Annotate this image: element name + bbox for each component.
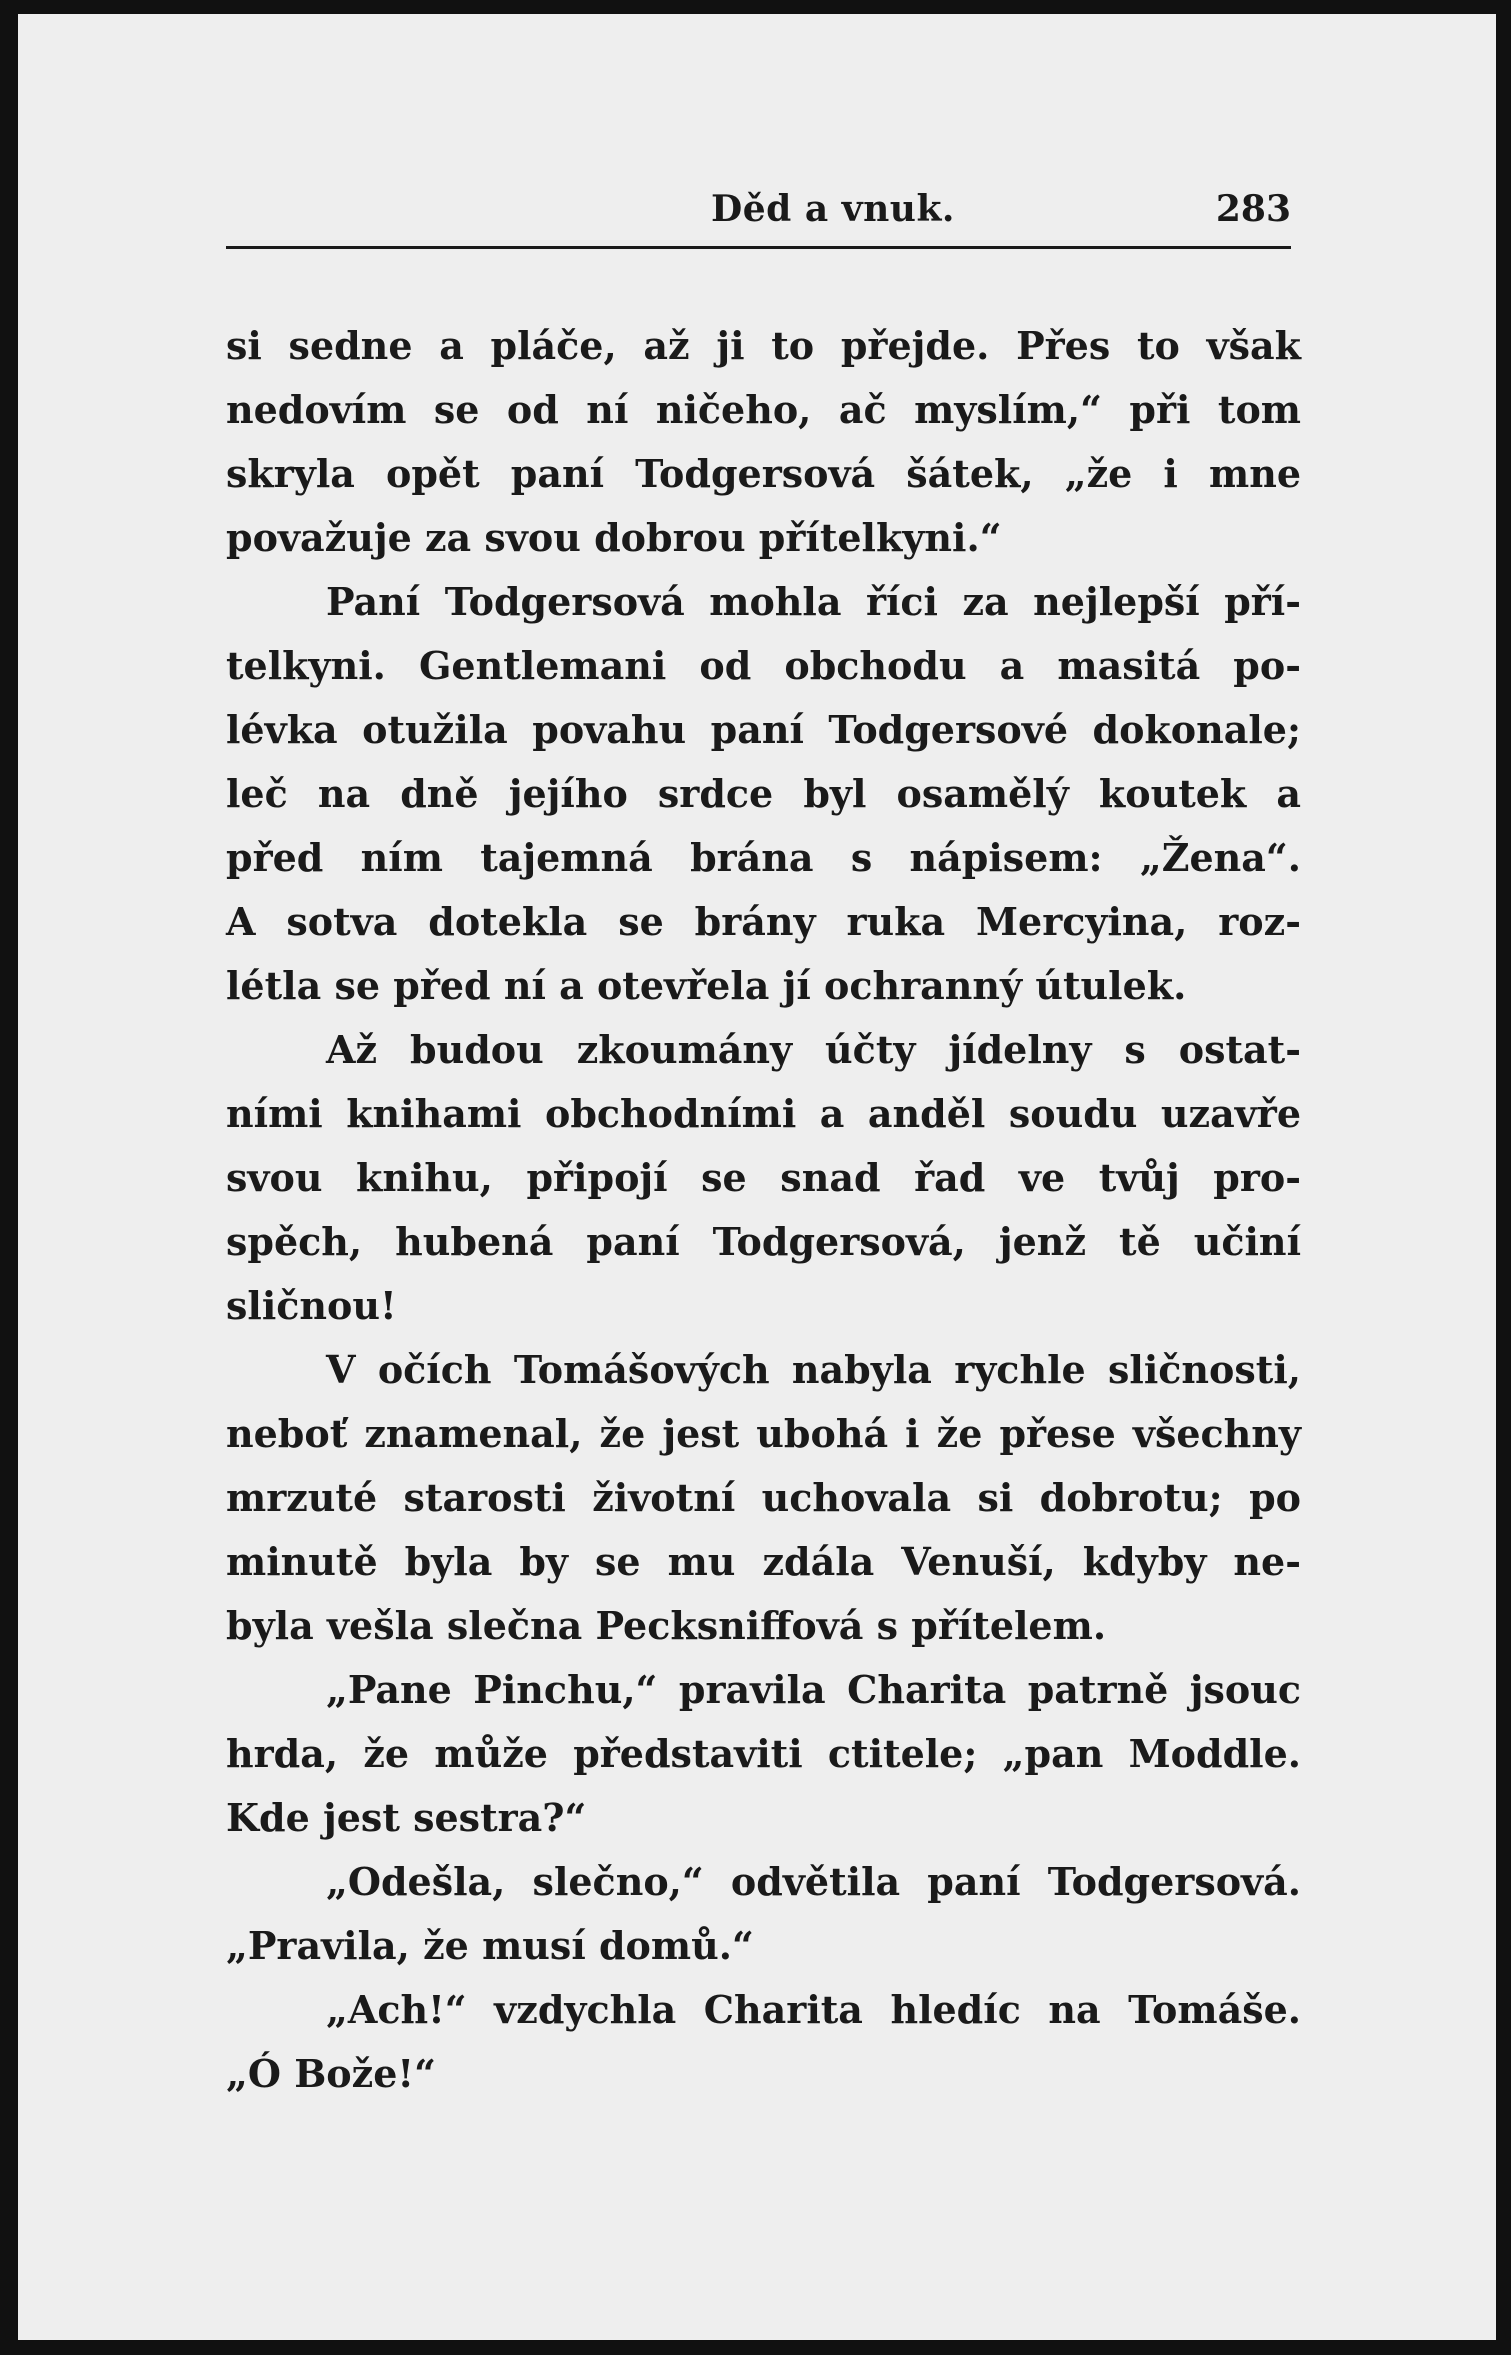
text-line: minutě byla by se mu zdála Venuší, kdyby ne- [226, 1539, 1301, 1584]
text-line: Kde jest sestra?“ [226, 1795, 587, 1840]
text-line: sličnou! [226, 1283, 397, 1328]
text-line: A sotva dotekla se brány ruka Mercyina, roz- [226, 899, 1301, 944]
text-line: V očích Tomášových nabyla rychle sličnosti, [326, 1347, 1301, 1392]
text-line: „Ó Bože!“ [226, 2051, 436, 2096]
text-line: si sedne a pláče, až ji to přejde. Přes to však [226, 323, 1301, 368]
text-line: mrzuté starosti životní uchovala si dobrotu; po [226, 1475, 1301, 1520]
text-line: „Pane Pinchu,“ pravila Charita patrně jsouc [326, 1667, 1301, 1712]
text-line: Paní Todgersová mohla říci za nejlepší pří- [326, 579, 1301, 624]
page-number: 283 [1215, 188, 1291, 230]
text-line: neboť znamenal, že jest ubohá i že přese všechny [226, 1411, 1301, 1456]
text-line: ními knihami obchodními a anděl soudu uzavře [226, 1091, 1301, 1136]
text-line: spěch, hubená paní Todgersová, jenž tě učiní [226, 1219, 1301, 1264]
text-line: „Odešla, slečno,“ odvětila paní Todgersová. [326, 1859, 1301, 1904]
body-text [226, 314, 1301, 2106]
text-line: hrda, že může představiti ctitele; „pan Moddle. [226, 1731, 1301, 1776]
text-line: považuje za svou dobrou přítelkyni.“ [226, 515, 1002, 560]
text-line: svou knihu, připojí se snad řad ve tvůj pro- [226, 1155, 1301, 1200]
running-title: Děd a vnuk. [711, 188, 955, 230]
text-line: byla vešla slečna Pecksniffová s přítelem. [226, 1603, 1107, 1648]
text-line: telkyni. Gentlemani od obchodu a masitá po- [226, 643, 1301, 688]
text-line: lévka otužila povahu paní Todgersové dokonale; [226, 707, 1301, 752]
text-line: leč na dně jejího srdce byl osamělý koutek a [226, 771, 1301, 816]
text-line: nedovím se od ní ničeho, ač myslím,“ při tom [226, 387, 1301, 432]
text-line: létla se před ní a otevřela jí ochranný útulek. [226, 963, 1187, 1008]
text-line: „Ach!“ vzdychla Charita hledíc na Tomáše. [326, 1987, 1301, 2032]
text-line: „Pravila, že musí domů.“ [226, 1923, 754, 1968]
text-line: před ním tajemná brána s nápisem: „Žena“. [226, 835, 1301, 880]
text-line: Až budou zkoumány účty jídelny s ostat- [326, 1027, 1301, 1072]
page-header [226, 182, 1291, 249]
book-page [18, 14, 1496, 2340]
text-line: skryla opět paní Todgersová šátek, „že i mne [226, 451, 1301, 496]
